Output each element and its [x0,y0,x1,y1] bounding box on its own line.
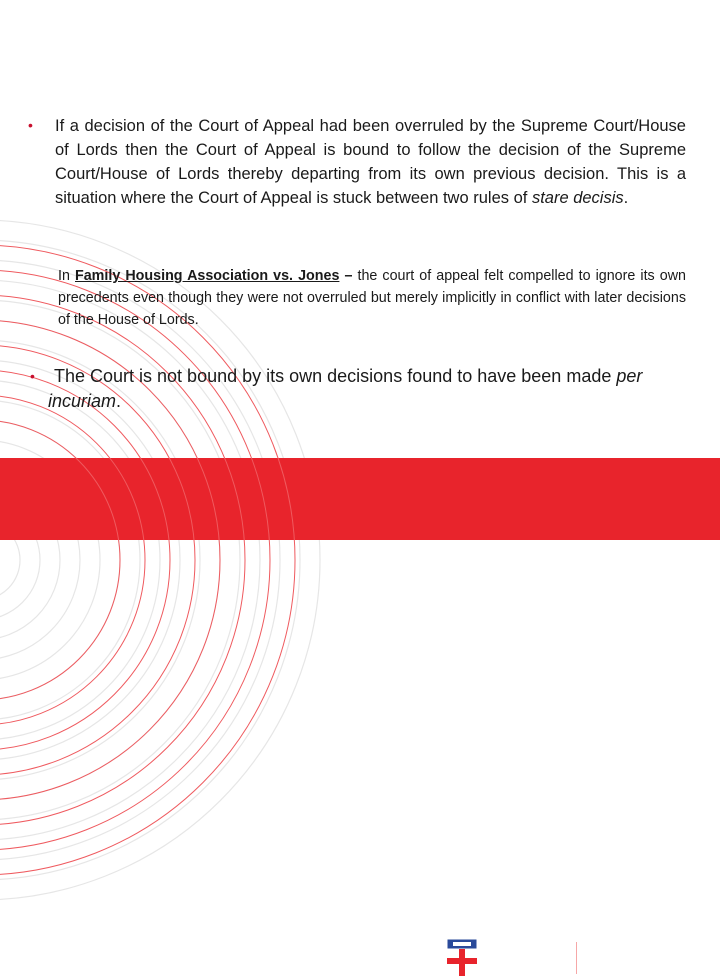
paragraph-per-incuriam [48,364,688,414]
case-name: Family Housing Association vs. Jones [75,268,340,284]
paragraph-case-example [58,265,686,331]
crest-icon [446,938,478,978]
paragraph2-text: the court of appeal felt compelled to ignore its own precedents even though they were not overruled but merely implicitly in conflict with later decisions of the House of Lords. [58,268,686,328]
bullet-icon: • [30,368,35,384]
logo-programme-name [584,943,695,975]
paragraph1-emphasis: stare decisis [531,189,624,207]
paragraph2-dash: – [339,268,353,284]
band-swirl-pattern [0,458,720,540]
logo-line-of-london: OF LONDON [486,959,570,974]
logo-university-name [486,943,570,975]
paragraph3-text: The Court is not bound by its own decisions found to have been made [54,366,617,386]
logo-line-international: INTERNATIONAL [584,943,695,958]
footer-band [0,458,720,974]
paragraph-court-of-appeal-overruled [55,114,686,210]
logo-divider [576,942,577,974]
logo-line-programmes: PROGRAMMES [584,959,687,974]
paragraph1-text: If a decision of the Court of Appeal had been overruled by the Supreme Court/House of Lords then the Court of Appeal is bound to follow the decision of the Supreme Court/House of Lords thereby departing from its own previous decision. This is a situation where the Court of Appeal is stuck between two rules of [55,117,686,207]
university-logo [446,938,696,978]
paragraph3-emphasis: per incuriam [48,366,643,411]
paragraph2-prefix: In [58,268,75,284]
paragraph3-end: . [116,391,122,411]
logo-line-university: UNIVERSITY [486,943,571,958]
bullet-icon: • [28,117,33,133]
paragraph1-end: . [623,189,629,207]
